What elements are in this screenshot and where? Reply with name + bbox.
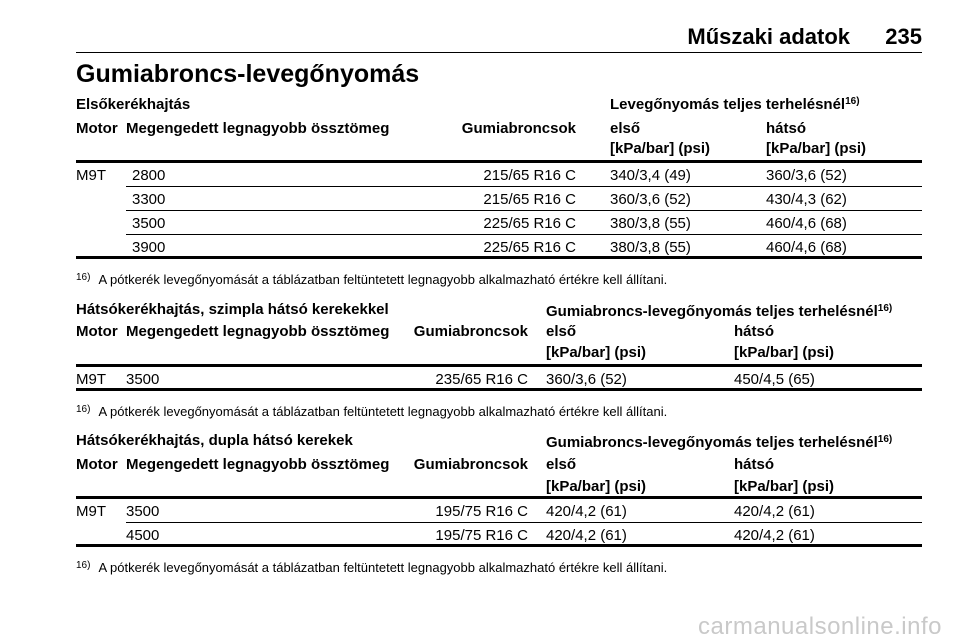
cell-front: 380/3,8 (55) [610, 215, 691, 232]
section-title: Elsőkerékhajtás [76, 96, 191, 113]
col-rear-unit: [kPa/bar] (psi) [734, 478, 835, 495]
footnote-text: A pótkerék levegőnyomását a táblázatban feltüntetett legnagyobb alkalmazható értékre kell állítani. [98, 272, 668, 287]
cell-weight: 2800 [132, 167, 166, 184]
cell-tyre: 195/75 R16 C [435, 527, 528, 544]
cell-tyre: 195/75 R16 C [435, 503, 528, 520]
col-motor: Motor [76, 120, 118, 137]
page-title: Gumiabroncs-levegőnyomás [76, 60, 420, 88]
page-number: 235 [885, 24, 922, 49]
footnote-ref: 16) [877, 434, 893, 445]
cell-rear: 430/4,3 (62) [766, 191, 847, 208]
page-header [76, 18, 922, 53]
col-front: első [610, 120, 641, 137]
group-header-text: Levegőnyomás teljes terhelésnél [610, 96, 846, 113]
col-rear: hátsó [766, 120, 807, 137]
table-rear-wheel-single [76, 301, 922, 393]
cell-rear: 360/3,6 (52) [766, 167, 847, 184]
watermark: carmanualsonline.info [698, 613, 942, 640]
col-rear: hátsó [734, 456, 775, 473]
cell-weight: 3500 [132, 215, 166, 232]
footnote [76, 272, 667, 287]
cell-rear: 420/4,2 (61) [734, 527, 815, 544]
col-front-unit: [kPa/bar] (psi) [546, 478, 647, 495]
table-front-wheel-drive [76, 96, 922, 260]
footnote-number: 16) [76, 560, 91, 571]
footnote-text: A pótkerék levegőnyomását a táblázatban feltüntetett legnagyobb alkalmazható értékre kell állítani. [98, 560, 668, 575]
cell-tyre: 235/65 R16 C [435, 371, 528, 388]
section-title: Hátsókerékhajtás, dupla hátsó kerekek [76, 432, 353, 449]
cell-tyre: 215/65 R16 C [483, 167, 576, 184]
cell-motor: M9T [76, 371, 106, 388]
table-bottom-rule [76, 544, 922, 547]
footnote [76, 404, 667, 419]
col-rear-unit: [kPa/bar] (psi) [734, 344, 835, 361]
table-bottom-rule [76, 256, 922, 259]
cell-weight: 3300 [132, 191, 166, 208]
col-front: első [546, 456, 577, 473]
cell-rear: 420/4,2 (61) [734, 503, 815, 520]
group-header-text: Gumiabroncs-levegőnyomás teljes terhelésnél [546, 434, 878, 451]
cell-front: 380/3,8 (55) [610, 239, 691, 256]
footnote-number: 16) [76, 272, 91, 283]
table-row [76, 187, 922, 211]
cell-weight: 3500 [126, 503, 160, 520]
cell-weight: 4500 [126, 527, 160, 544]
table-row [76, 235, 922, 259]
col-weight: Megengedett legnagyobb össztömeg [126, 456, 390, 473]
group-header [610, 96, 860, 113]
cell-front: 360/3,6 (52) [546, 371, 627, 388]
col-tyre: Gumiabroncsok [461, 120, 576, 137]
cell-front: 360/3,6 (52) [610, 191, 691, 208]
footnote-text: A pótkerék levegőnyomását a táblázatban feltüntetett legnagyobb alkalmazható értékre kell állítani. [98, 404, 668, 419]
cell-motor: M9T [76, 167, 106, 184]
footnote-ref: 16) [845, 96, 860, 107]
col-front-unit: [kPa/bar] (psi) [610, 140, 711, 157]
cell-tyre: 225/65 R16 C [483, 215, 576, 232]
cell-tyre: 225/65 R16 C [483, 239, 576, 256]
cell-front: 420/4,2 (61) [546, 503, 627, 520]
table-row [76, 523, 922, 547]
group-header-text: Gumiabroncs-levegőnyomás teljes terhelésnél [546, 303, 878, 320]
table-row [76, 211, 922, 235]
table-row [76, 499, 922, 523]
group-header [546, 434, 892, 451]
cell-tyre: 215/65 R16 C [483, 191, 576, 208]
col-rear-unit: [kPa/bar] (psi) [766, 140, 867, 157]
section-title: Hátsókerékhajtás, szimpla hátsó kerekekkel [76, 301, 389, 318]
col-motor: Motor [76, 323, 118, 340]
footnote [76, 560, 667, 575]
col-front-unit: [kPa/bar] (psi) [546, 344, 647, 361]
cell-front: 340/3,4 (49) [610, 167, 691, 184]
cell-weight: 3500 [126, 371, 160, 388]
col-rear: hátsó [734, 323, 775, 340]
col-weight: Megengedett legnagyobb össztömeg [126, 323, 390, 340]
table-row [76, 163, 922, 187]
col-weight: Megengedett legnagyobb össztömeg [126, 120, 390, 137]
footnote-ref: 16) [877, 303, 893, 314]
table-row [76, 367, 922, 391]
col-tyre: Gumiabroncsok [413, 456, 528, 473]
cell-rear: 460/4,6 (68) [766, 239, 847, 256]
cell-front: 420/4,2 (61) [546, 527, 627, 544]
cell-weight: 3900 [132, 239, 166, 256]
col-front: első [546, 323, 577, 340]
col-tyre: Gumiabroncsok [413, 323, 528, 340]
cell-rear: 450/4,5 (65) [734, 371, 815, 388]
cell-motor: M9T [76, 503, 106, 520]
header-title: Műszaki adatok [687, 24, 850, 49]
col-motor: Motor [76, 456, 118, 473]
table-bottom-rule [76, 388, 922, 391]
footnote-number: 16) [76, 404, 91, 415]
cell-rear: 460/4,6 (68) [766, 215, 847, 232]
group-header [546, 303, 892, 320]
table-rear-wheel-dual [76, 432, 922, 548]
